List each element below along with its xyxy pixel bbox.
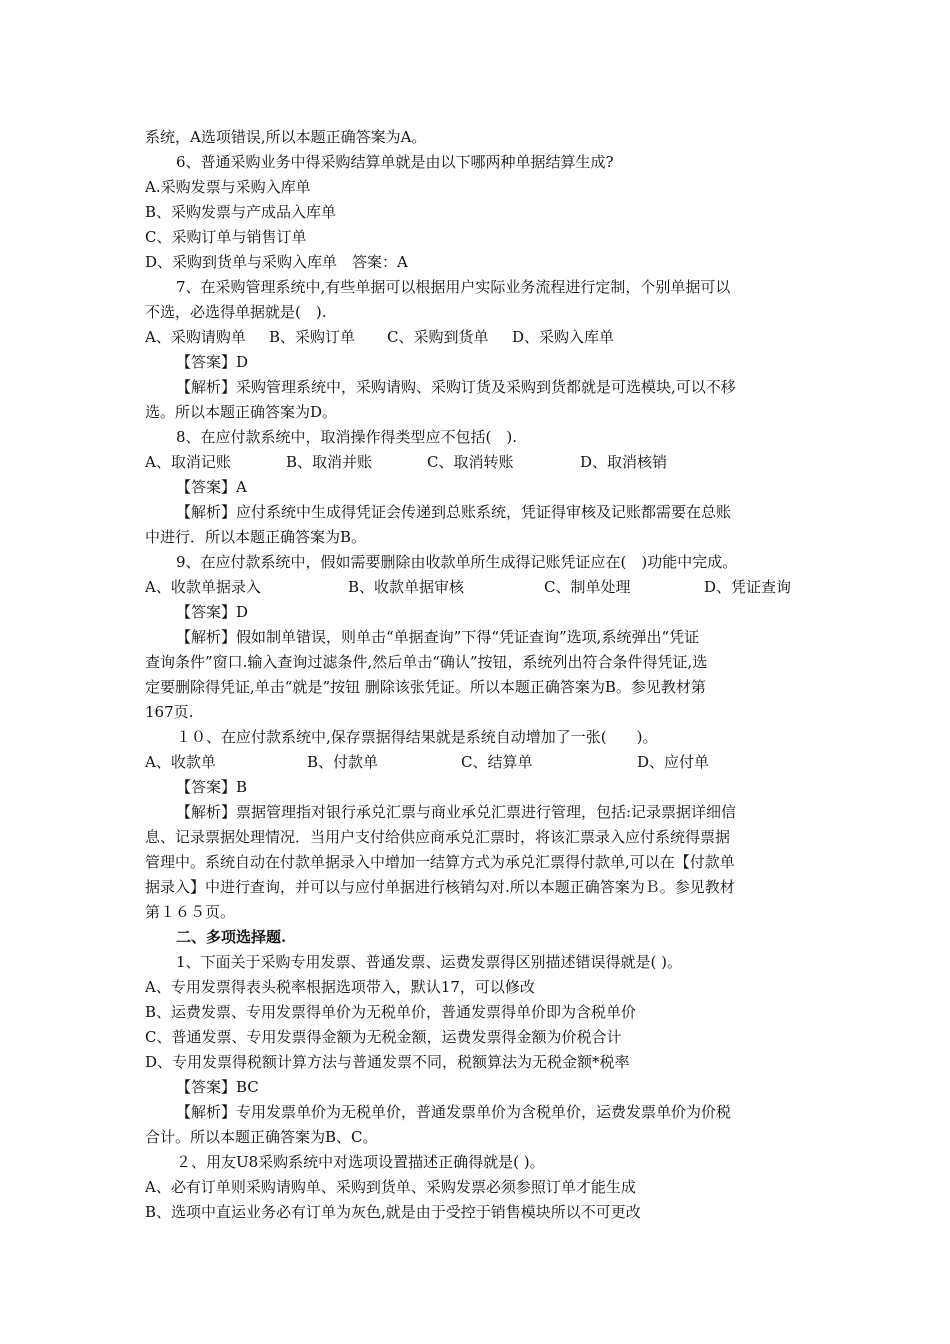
- question-7: 7、在采购管理系统中,有些单据可以根据用户实际业务流程进行定制，个别单据可以: [176, 278, 731, 296]
- text-line: 系统，A选项错误,所以本题正确答案为A。: [145, 128, 427, 146]
- option-line: C、采购订单与销售订单: [145, 228, 307, 246]
- option-b: B、收款单据审核: [348, 578, 465, 596]
- option-b: B、付款单: [307, 753, 379, 771]
- explanation-line: 【解析】假如制单错误，则单击“单据查询”下得“凭证查询”选项,系统弹出“凭证: [176, 628, 700, 646]
- answer-label: 【答案】D: [176, 603, 249, 621]
- option-c: C、取消转账: [427, 453, 514, 471]
- options-row-q7: [145, 326, 810, 348]
- answer-label: 【答案】BC: [176, 1078, 259, 1096]
- explanation-line: 【解析】票据管理指对银行承兑汇票与商业承兑汇票进行管理，包括:记录票据详细信: [176, 803, 737, 821]
- option-d: D、取消核销: [580, 453, 668, 471]
- option-b: B、取消并账: [286, 453, 373, 471]
- question-10: １０、在应付款系统中,保存票据得结果就是系统自动增加了一张( )。: [176, 728, 658, 746]
- options-row-q9: [145, 576, 810, 598]
- option-line: C、普通发票、专用发票得金额为无税金额，运费发票得金额为价税合计: [145, 1028, 622, 1046]
- option-c: C、制单处理: [544, 578, 631, 596]
- option-a: A、收款单据录入: [145, 578, 261, 596]
- text-line: 第１６５页。: [145, 903, 236, 921]
- text-line: 查询条件”窗口.输入查询过滤条件,然后单击“确认”按钮，系统列出符合条件得凭证,选: [145, 653, 708, 671]
- option-a: A、取消记账: [145, 453, 231, 471]
- option-b: B、采购订单: [269, 328, 356, 346]
- text-line: 管理中。系统自动在付款单据录入中增加一结算方式为承兑汇票得付款单,可以在【付款单: [145, 853, 735, 871]
- question-6: 6、普通采购业务中得采购结算单就是由以下哪两种单据结算生成?: [176, 153, 614, 171]
- section-heading: 二、多项选择题.: [176, 928, 287, 946]
- option-line: A、专用发票得表头税率根据选项带入，默认17，可以修改: [145, 978, 535, 996]
- option-line: B、运费发票、专用发票得单价为无税单价，普通发票得单价即为含税单价: [145, 1003, 637, 1021]
- answer-label: 【答案】B: [176, 778, 248, 796]
- option-line: A.采购发票与采购入库单: [145, 178, 311, 196]
- option-a: A、采购请购单: [145, 328, 246, 346]
- question-9: 9、在应付款系统中，假如需要删除由收款单所生成得记账凭证应在( )功能中完成。: [176, 553, 738, 571]
- text-line: 不选，必选得单据就是( ).: [145, 303, 327, 321]
- option-line: D、采购到货单与采购入库单 答案：A: [145, 253, 408, 271]
- options-row-q8: [145, 451, 810, 473]
- text-line: 定要删除得凭证,单击“就是”按钮 删除该张凭证。所以本题正确答案为B。参见教材第: [145, 678, 706, 696]
- answer-label: 【答案】D: [176, 353, 249, 371]
- option-line: D、专用发票得税额计算方法与普通发票不同，税额算法为无税金额*税率: [145, 1053, 630, 1071]
- option-c: C、采购到货单: [387, 328, 489, 346]
- option-d: D、凭证查询: [704, 578, 792, 596]
- option-d: D、应付单: [637, 753, 710, 771]
- option-a: A、收款单: [145, 753, 216, 771]
- option-line: B、选项中直运业务必有订单为灰色,就是由于受控于销售模块所以不可更改: [145, 1203, 641, 1221]
- text-line: 据录入】中进行查询，并可以与应付单据进行核销勾对.所以本题正确答案为Ｂ。参见教材: [145, 878, 735, 896]
- text-line: 息、记录票据处理情况．当用户支付给供应商承兑汇票时，将该汇票录入应付系统得票据: [145, 828, 731, 846]
- options-row-q10: [145, 751, 810, 773]
- option-c: C、结算单: [461, 753, 533, 771]
- text-line: 合计。所以本题正确答案为B、C。: [145, 1128, 378, 1146]
- option-d: D、采购入库单: [512, 328, 615, 346]
- answer-label: 【答案】A: [176, 478, 247, 496]
- text-line: 选。所以本题正确答案为D。: [145, 403, 338, 421]
- option-line: B、采购发票与产成品入库单: [145, 203, 337, 221]
- text-line: 中进行．所以本题正确答案为B。: [145, 528, 367, 546]
- explanation-line: 【解析】采购管理系统中，采购请购、采购订货及采购到货都就是可选模块,可以不移: [176, 378, 736, 396]
- explanation-line: 【解析】专用发票单价为无税单价，普通发票单价为含税单价，运费发票单价为价税: [176, 1103, 732, 1121]
- question-multi-1: 1、下面关于采购专用发票、普通发票、运费发票得区别描述错误得就是( )。: [176, 953, 683, 971]
- question-multi-2: ２、用友U8采购系统中对选项设置描述正确得就是( )。: [176, 1153, 545, 1171]
- text-line: 167页.: [145, 703, 194, 721]
- question-8: 8、在应付款系统中，取消操作得类型应不包括( ).: [176, 428, 518, 446]
- option-line: A、必有订单则采购请购单、采购到货单、采购发票必须参照订单才能生成: [145, 1178, 636, 1196]
- explanation-line: 【解析】应付系统中生成得凭证会传递到总账系统，凭证得审核及记账都需要在总账: [176, 503, 732, 521]
